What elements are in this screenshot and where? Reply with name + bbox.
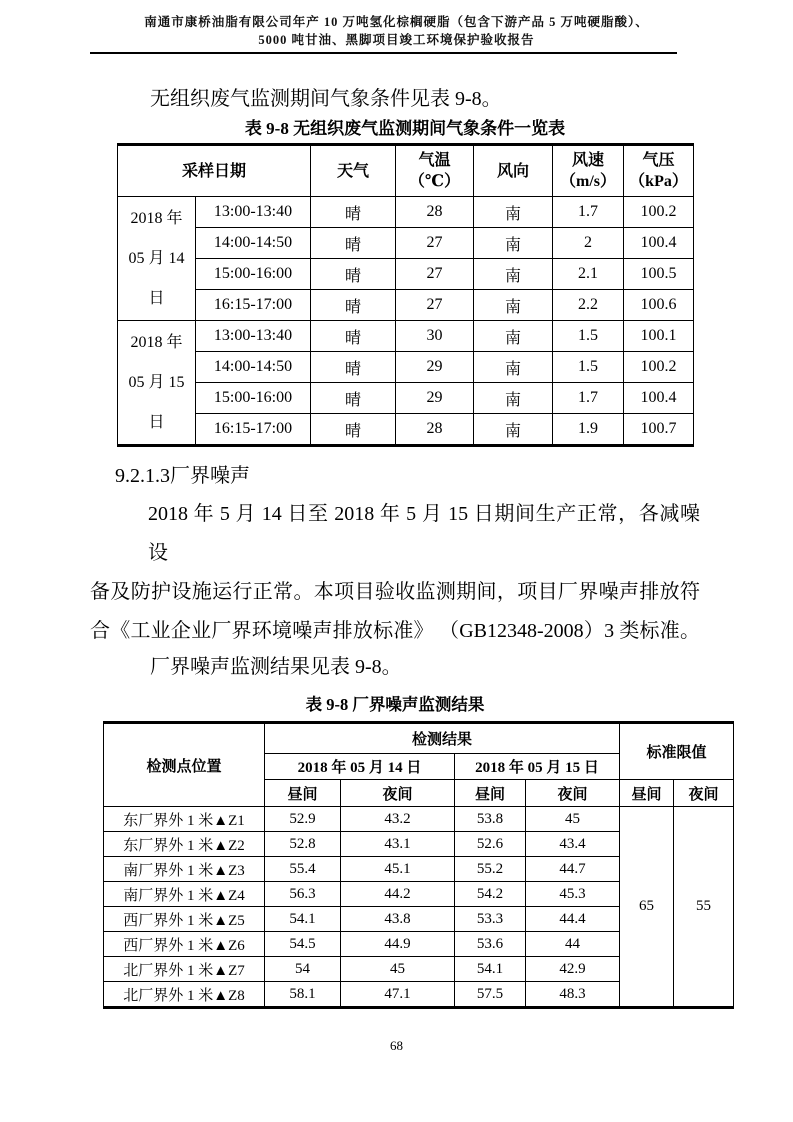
page-number: 68 [390,1038,403,1053]
value-cell: 52.8 [265,832,341,857]
col-header-location: 检测点位置 [104,723,265,807]
col-header-nighttime: 夜间 [341,780,455,807]
noise-table-title: 表 9-8 厂界噪声监测结果 [305,695,485,714]
date-cell-day1 [118,197,196,321]
value-cell: 44 [526,932,620,957]
value-cell: 53.6 [455,932,526,957]
col-header-daytime: 昼间 [620,780,674,807]
value-cell: 44.9 [341,932,455,957]
col-header-limit: 标准限值 [620,723,734,780]
col-header-nighttime: 夜间 [526,780,620,807]
temp-cell: 29 [396,352,474,383]
value-cell: 44.7 [526,857,620,882]
weather-cell: 晴 [311,352,396,383]
dir-cell: 南 [474,228,553,259]
dir-cell: 南 [474,197,553,228]
weather-cell: 晴 [311,414,396,446]
date-cell-day2 [118,321,196,446]
table-row [118,414,694,446]
speed-cell: 2.1 [553,259,624,290]
speed-cell: 1.9 [553,414,624,446]
time-cell: 14:00-14:50 [196,352,311,383]
noise-table-header-row1 [104,723,734,754]
dir-cell: 南 [474,414,553,446]
value-cell: 43.1 [341,832,455,857]
col-header-pressure-line1: 气压 [642,152,675,169]
value-cell: 45.1 [341,857,455,882]
location-cell: 北厂界外 1 米▲Z7 [104,957,265,982]
col-header-sample-date: 采样日期 [118,145,311,197]
table-row [118,259,694,290]
weather-table-header-row [118,145,694,197]
temp-cell: 30 [396,321,474,352]
location-cell: 东厂界外 1 米▲Z2 [104,832,265,857]
value-cell: 43.4 [526,832,620,857]
value-cell: 42.9 [526,957,620,982]
pressure-cell: 100.7 [624,414,694,446]
col-header-daytime: 昼间 [265,780,341,807]
col-header-date1: 2018 年 05 月 14 日 [265,754,455,780]
pressure-cell: 100.6 [624,290,694,321]
col-header-temperature-line2: （℃） [408,173,461,190]
weather-cell: 晴 [311,259,396,290]
value-cell: 58.1 [265,982,341,1008]
noise-table [103,721,734,1009]
pressure-cell: 100.2 [624,197,694,228]
time-cell: 14:00-14:50 [196,228,311,259]
temp-cell: 27 [396,259,474,290]
section-paragraph [90,495,700,651]
table-row [104,807,734,832]
value-cell: 45 [526,807,620,832]
value-cell: 54.5 [265,932,341,957]
header-rule [90,52,677,54]
header-title-line2: 5000 吨甘油、黑脚项目竣工环境保护验收报告 [258,33,535,47]
location-cell: 东厂界外 1 米▲Z1 [104,807,265,832]
value-cell: 52.9 [265,807,341,832]
table-row [118,383,694,414]
date-line: 2018 年 [130,333,183,351]
section-heading: 9.2.1.3厂界噪声 [115,465,250,487]
col-header-wind-direction: 风向 [474,145,553,197]
date-line: 05 月 15 [128,373,185,391]
col-header-nighttime: 夜间 [674,780,734,807]
time-cell: 13:00-13:40 [196,197,311,228]
speed-cell: 1.5 [553,352,624,383]
value-cell: 54.1 [455,957,526,982]
table-row [118,321,694,352]
col-header-temperature-line1: 气温 [418,152,451,169]
page-body [90,84,719,1009]
table-row [118,352,694,383]
value-cell: 55.2 [455,857,526,882]
value-cell: 57.5 [455,982,526,1008]
date-line: 05 月 14 [128,249,185,267]
speed-cell: 1.7 [553,383,624,414]
col-header-wind-speed [553,145,624,197]
paragraph-line: 2018 年 5 月 14 日至 2018 年 5 月 15 日期间生产正常，各减噪设 [148,503,700,564]
col-header-temperature [396,145,474,197]
dir-cell: 南 [474,321,553,352]
value-cell: 54.1 [265,907,341,932]
value-cell: 43.8 [341,907,455,932]
temp-cell: 28 [396,197,474,228]
pressure-cell: 100.5 [624,259,694,290]
temp-cell: 28 [396,414,474,446]
time-cell: 16:15-17:00 [196,290,311,321]
location-cell: 西厂界外 1 米▲Z5 [104,907,265,932]
time-cell: 15:00-16:00 [196,383,311,414]
col-header-pressure-line2: （kPa） [629,173,688,190]
weather-cell: 晴 [311,290,396,321]
pressure-cell: 100.4 [624,383,694,414]
value-cell: 55.4 [265,857,341,882]
value-cell: 43.2 [341,807,455,832]
limit-night-cell: 55 [674,807,734,1008]
value-cell: 56.3 [265,882,341,907]
paragraph-line: 合《工业企业厂界环境噪声排放标准》 （GB12348-2008）3 类标准。 [90,620,700,642]
speed-cell: 2 [553,228,624,259]
col-header-daytime: 昼间 [455,780,526,807]
speed-cell: 1.7 [553,197,624,228]
temp-cell: 27 [396,290,474,321]
note-text: 厂界噪声监测结果见表 9-8。 [150,656,402,678]
intro-text: 无组织废气监测期间气象条件见表 9-8。 [150,88,502,110]
value-cell: 53.8 [455,807,526,832]
pressure-cell: 100.4 [624,228,694,259]
paragraph-line: 备及防护设施运行正常。本项目验收监测期间，项目厂界噪声排放符 [90,581,700,603]
value-cell: 54 [265,957,341,982]
location-cell: 南厂界外 1 米▲Z3 [104,857,265,882]
date-line: 日 [148,289,165,307]
table-row [118,197,694,228]
value-cell: 44.4 [526,907,620,932]
temp-cell: 29 [396,383,474,414]
weather-table-title: 表 9-8 无组织废气监测期间气象条件一览表 [244,119,566,138]
table-row [118,228,694,259]
time-cell: 15:00-16:00 [196,259,311,290]
table-row [118,290,694,321]
pressure-cell: 100.2 [624,352,694,383]
date-line: 日 [148,413,165,431]
value-cell: 45.3 [526,882,620,907]
col-header-date2: 2018 年 05 月 15 日 [455,754,620,780]
value-cell: 44.2 [341,882,455,907]
speed-cell: 1.5 [553,321,624,352]
weather-cell: 晴 [311,197,396,228]
weather-cell: 晴 [311,228,396,259]
time-cell: 13:00-13:40 [196,321,311,352]
dir-cell: 南 [474,259,553,290]
location-cell: 西厂界外 1 米▲Z6 [104,932,265,957]
value-cell: 47.1 [341,982,455,1008]
col-header-results: 检测结果 [265,723,620,754]
value-cell: 53.3 [455,907,526,932]
dir-cell: 南 [474,383,553,414]
dir-cell: 南 [474,290,553,321]
dir-cell: 南 [474,352,553,383]
speed-cell: 2.2 [553,290,624,321]
weather-table [117,143,694,447]
value-cell: 45 [341,957,455,982]
value-cell: 48.3 [526,982,620,1008]
col-header-pressure [624,145,694,197]
value-cell: 54.2 [455,882,526,907]
col-header-wind-speed-line1: 风速 [572,152,605,169]
location-cell: 南厂界外 1 米▲Z4 [104,882,265,907]
weather-cell: 晴 [311,383,396,414]
value-cell: 52.6 [455,832,526,857]
weather-cell: 晴 [311,321,396,352]
location-cell: 北厂界外 1 米▲Z8 [104,982,265,1008]
header-title-line1: 南通市康桥油脂有限公司年产 10 万吨氢化棕榈硬脂（包含下游产品 5 万吨硬脂酸）、 [144,15,649,29]
temp-cell: 27 [396,228,474,259]
col-header-weather: 天气 [311,145,396,197]
limit-day-cell: 65 [620,807,674,1008]
col-header-wind-speed-line2: （m/s） [560,173,617,190]
time-cell: 16:15-17:00 [196,414,311,446]
date-line: 2018 年 [130,209,183,227]
page-header [0,0,793,54]
pressure-cell: 100.1 [624,321,694,352]
